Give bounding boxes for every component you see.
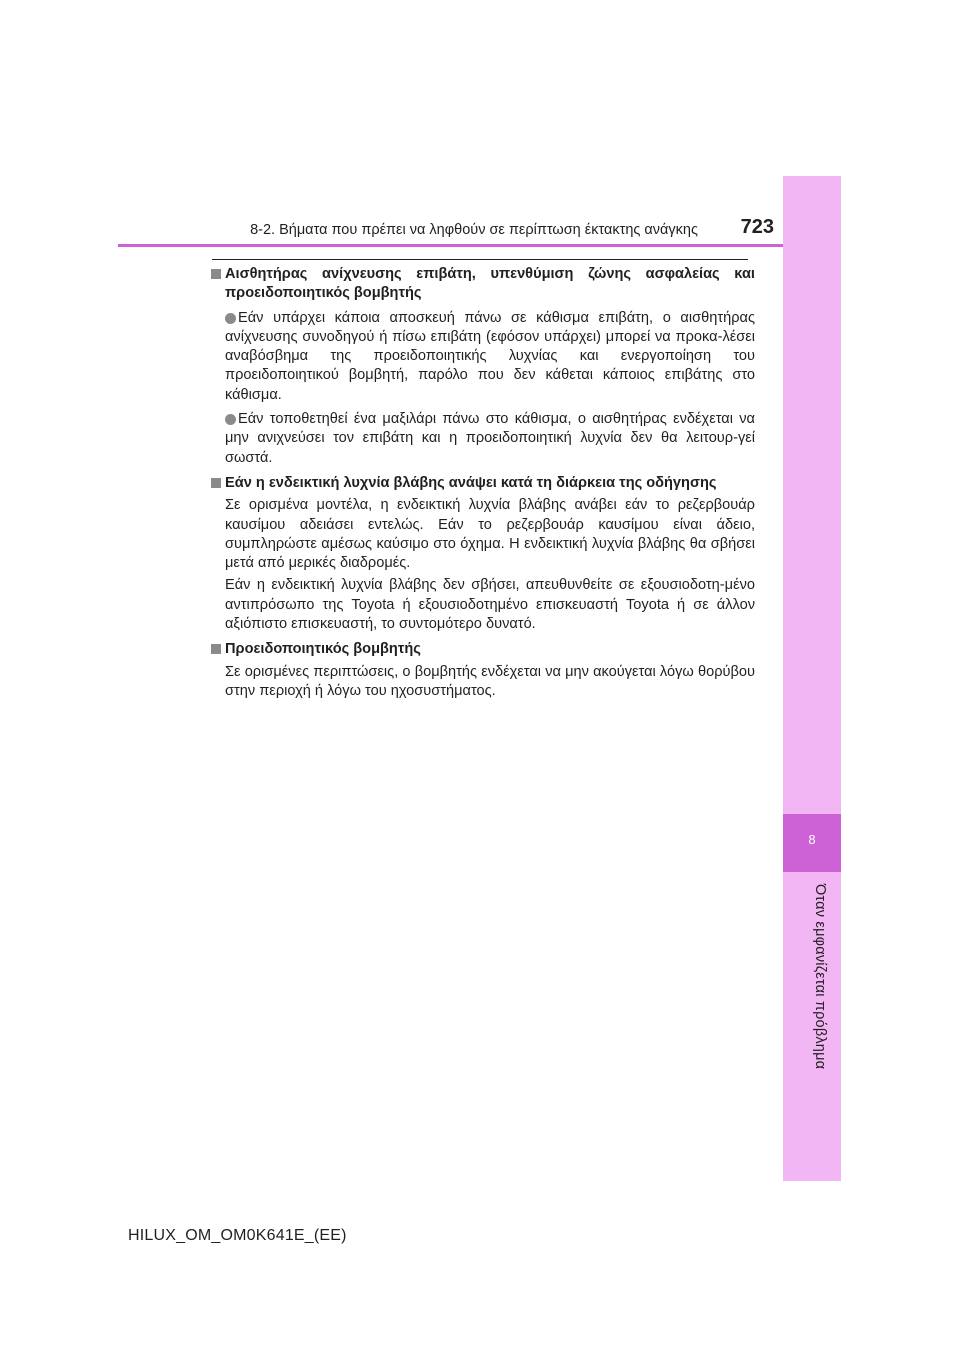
- bullet-text: Εάν τοποθετηθεί ένα μαξιλάρι πάνω στο κάθισμα, ο αισθητήρας ενδέχεται να μην ανιχνεύσει τον επιβάτη και η προειδοποιητική λυχνία δεν θα λειτουρ-γεί σωστά.: [225, 411, 755, 466]
- paragraph: Σε ορισμένα μοντέλα, η ενδεικτική λυχνία βλάβης ανάβει εάν το ρεζερβουάρ καυσίμου αδειάσει εντελώς. Εάν το ρεζερβουάρ καυσίμου είναι άδειο, συμπληρώστε αμέσως καύσιμο στο όχημα. Η ενδεικτική λυχνία βλάβης θα σβήσει μετά από μερικές διαδρομές.: [225, 497, 755, 572]
- circle-bullet-icon: [225, 313, 236, 324]
- bullet-item: [208, 309, 755, 405]
- section-heading-text: Προειδοποιητικός βομβητής: [225, 641, 421, 658]
- square-bullet-icon: [211, 269, 221, 279]
- section-heading: [208, 472, 755, 493]
- chapter-number-tab: [783, 814, 841, 872]
- chapter-title: Όταν εμφανίζεται πρόβλημα: [812, 884, 828, 1070]
- square-bullet-icon: [211, 478, 221, 488]
- section-heading-text: Αισθητήρας ανίχνευσης επιβάτη, υπενθύμιση ζώνης ασφαλείας και προειδοποιητικός βομβητής: [225, 266, 755, 302]
- paragraph: Εάν η ενδεικτική λυχνία βλάβης δεν σβήσει, απευθυνθείτε σε εξουσιοδοτη-μένο αντιπρόσωπο της Toyota ή εξουσιοδοτημένο επισκευαστή Toyota ή σε άλλον αξιόπιστο επισκευαστή, το συντομότερο δυνατό.: [225, 577, 755, 633]
- section-heading-text: Εάν η ενδεικτική λυχνία βλάβης ανάψει κατά τη διάρκεια της οδήγησης: [225, 474, 717, 491]
- section-title: 8-2. Βήματα που πρέπει να ληφθούν σε περίπτωση έκτακτης ανάγκης: [250, 222, 698, 238]
- circle-bullet-icon: [225, 414, 236, 425]
- section-heading: [208, 263, 755, 304]
- chapter-number: 8: [808, 832, 816, 847]
- page-number: 723: [740, 216, 774, 238]
- section-heading: [208, 638, 755, 659]
- square-bullet-icon: [211, 644, 221, 654]
- document-code: HILUX_OM_OM0K641E_(EE): [128, 1227, 347, 1244]
- bullet-item: [208, 410, 755, 468]
- bullet-text: Εάν υπάρχει κάποια αποσκευή πάνω σε κάθισμα επιβάτη, ο αισθητήρας ανίχνευσης συνοδηγού ή πίσω επιβάτη (εφόσον υπάρχει) μπορεί να προκα-λέσει αναβόσβημα της προειδοποιητικής λυχνίας και ενεργοποίηση του προειδοποιητικού βομβητή, παρόλο που δεν κάθεται κάποιος επιβάτης στο κάθισμα.: [225, 309, 755, 403]
- page-content: [208, 263, 755, 701]
- paragraph: Σε ορισμένες περιπτώσεις, ο βομβητής ενδέχεται να μην ακούγεται λόγω θορύβου στην περιοχή ή λόγω του ηχοσυστήματος.: [225, 663, 755, 699]
- header-rule: [118, 244, 783, 247]
- content-top-rule: [212, 259, 748, 260]
